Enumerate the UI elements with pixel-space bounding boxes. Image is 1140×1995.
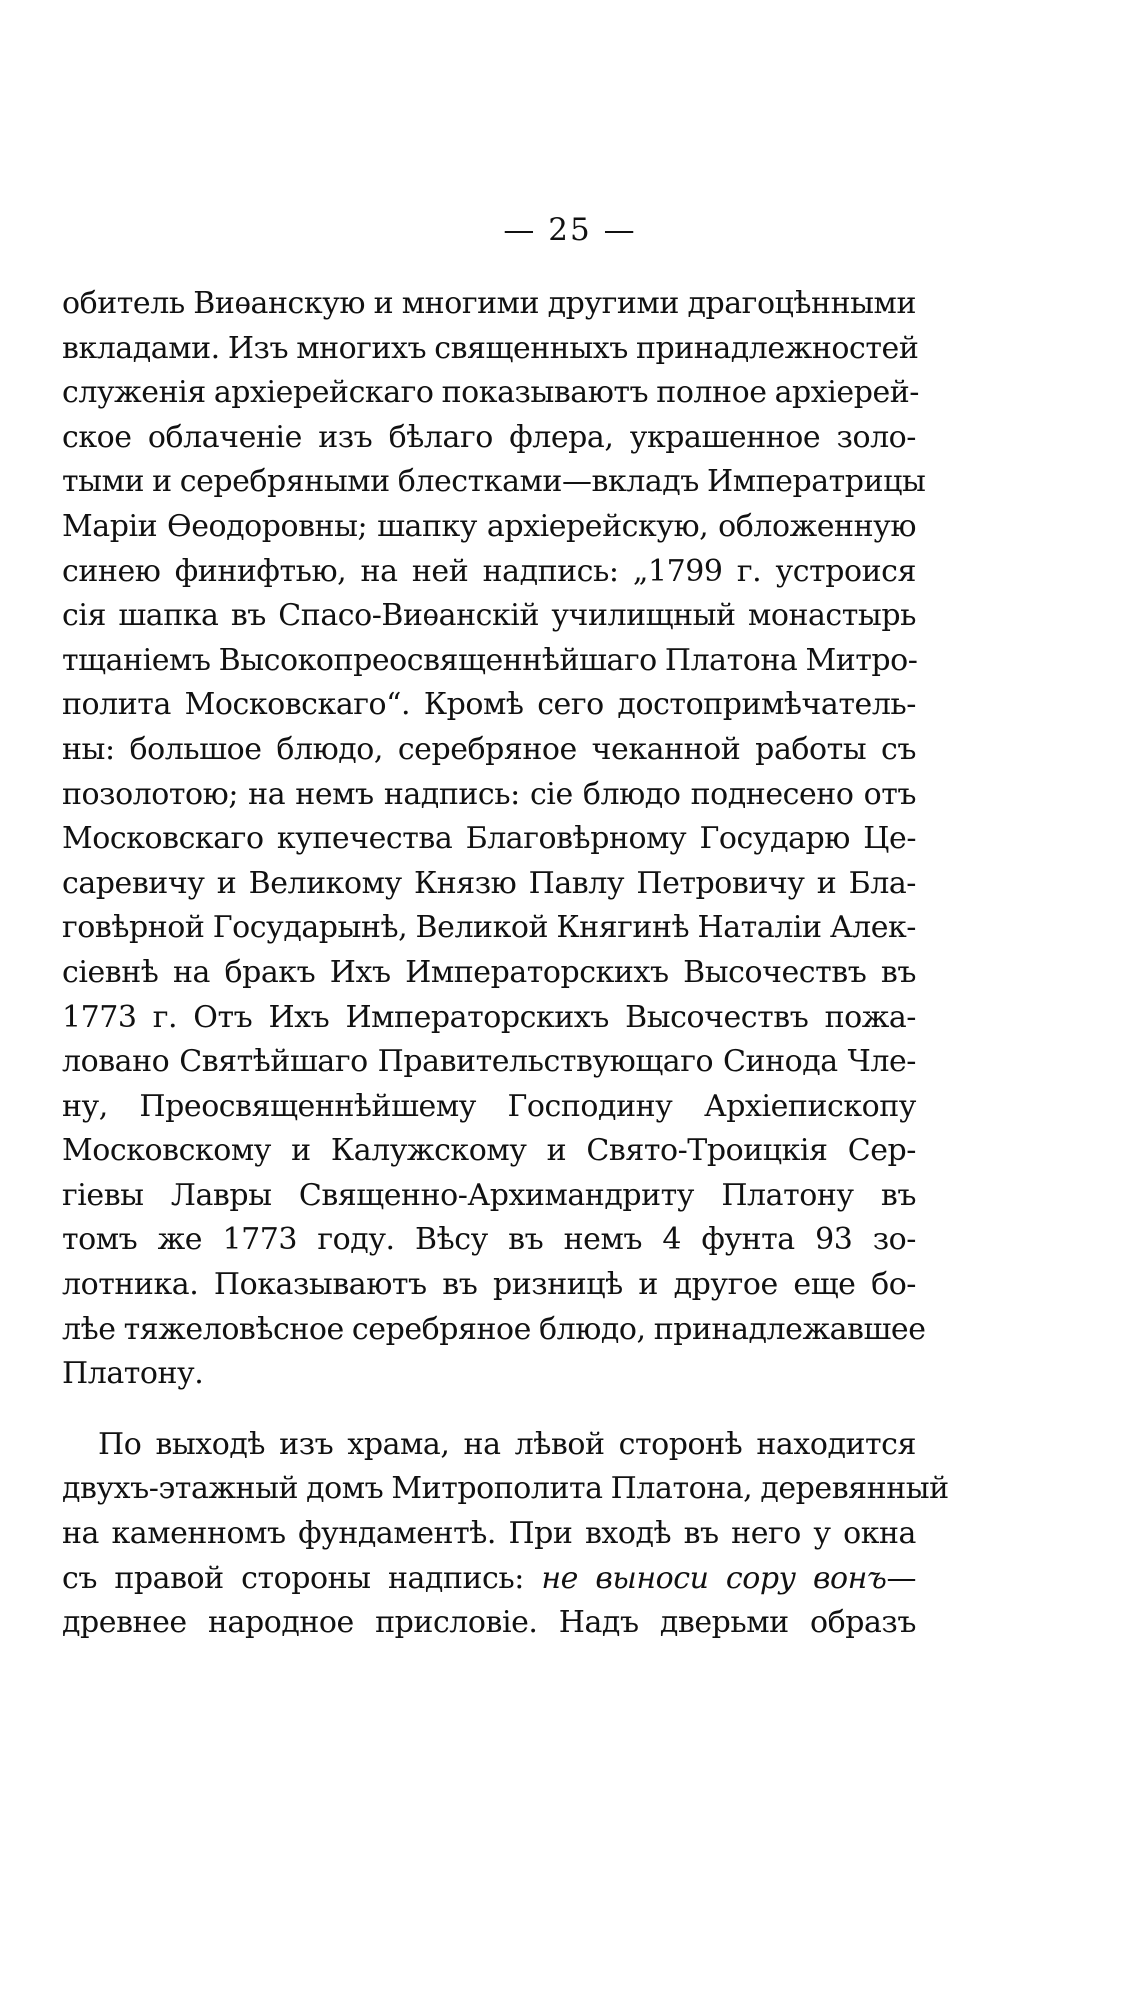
text-line: 1773 г. Отъ Ихъ Императорскихъ Высочествъ пожа- <box>62 999 916 1035</box>
text-line: Московскому и Калужскому и Свято-Троицкія Сер- <box>62 1133 916 1169</box>
text-line: ны: большое блюдо, серебряное чеканной работы съ <box>62 731 916 767</box>
text-line: синею финифтью, на ней надпись: „1799 г. устроися <box>62 553 916 589</box>
text-line: полита Московскаго“. Кромѣ сего достопримѣчатель- <box>62 687 916 723</box>
text-line: тщаніемъ Высокопреосвященнѣйшаго Платона Митро- <box>62 642 918 678</box>
text-line: двухъ-этажный домъ Митрополита Платона, деревянный <box>62 1471 949 1507</box>
inscription-intro: съ правой стороны надпись: <box>62 1560 524 1596</box>
paragraph-gap <box>62 1397 916 1423</box>
text-line: лѣе тяжеловѣсное серебряное блюдо, принадлежавшее <box>62 1311 926 1347</box>
text-line: Платону. <box>62 1356 204 1392</box>
text-line: Маріи Ѳеодоровны; шапку архіерейскую, обложенную <box>62 508 916 544</box>
text-line: вкладами. Изъ многихъ священныхъ принадлежностей <box>62 330 919 366</box>
text-line: обитель Виѳанскую и многими другими драгоцѣнными <box>62 286 916 321</box>
text-line: сія шапка въ Спасо-Виѳанскій училищный монастырь <box>62 598 916 634</box>
text-line: ловано Святѣйшаго Правительствующаго Синода Чле- <box>62 1044 916 1080</box>
text-line: томъ же 1773 году. Вѣсу въ немъ 4 фунта 93 зо- <box>62 1222 916 1258</box>
text-line: Московскаго купечества Благовѣрному Государю Це- <box>62 821 916 857</box>
text-line: саревичу и Великому Князю Павлу Петровичу и Бла- <box>62 865 916 901</box>
text-line: лотника. Показываютъ въ ризницѣ и другое еще бо- <box>62 1267 916 1303</box>
text-line: ну, Преосвященнѣйшему Господину Архіепископу <box>62 1088 916 1124</box>
text-line: служенія архіерейскаго показываютъ полное архіерей- <box>62 375 919 411</box>
paragraph-1 <box>62 282 926 1397</box>
inscription-text: не выноси сору вонъ <box>541 1560 887 1596</box>
text-line: говѣрной Государынѣ, Великой Княгинѣ Наталіи Алек- <box>62 910 916 946</box>
text-line-with-inscription <box>62 1557 916 1602</box>
text-line: позолотою; на немъ надпись: сіе блюдо поднесено отъ <box>62 776 916 812</box>
text-line: древнее народное присловіе. Надъ дверьми образъ <box>62 1605 916 1641</box>
body-text <box>62 282 949 1646</box>
text-line: гіевы Лавры Священно-Архимандриту Платону въ <box>62 1177 916 1213</box>
text-line: ское облаченіе изъ бѣлаго флера, украшенное золо- <box>62 419 916 455</box>
page-number: — 25 — <box>503 212 637 248</box>
paragraph-2 <box>62 1423 949 1646</box>
inscription-dash: — <box>886 1560 916 1596</box>
text-line: на каменномъ фундаментѣ. При входѣ въ него у окна <box>62 1516 916 1552</box>
text-line: сіевнѣ на бракъ Ихъ Императорскихъ Высочествъ въ <box>62 954 916 990</box>
text-line: По выходѣ изъ храма, на лѣвой сторонѣ находится <box>98 1426 916 1462</box>
text-line: тыми и серебряными блестками—вкладъ Императрицы <box>62 464 926 500</box>
